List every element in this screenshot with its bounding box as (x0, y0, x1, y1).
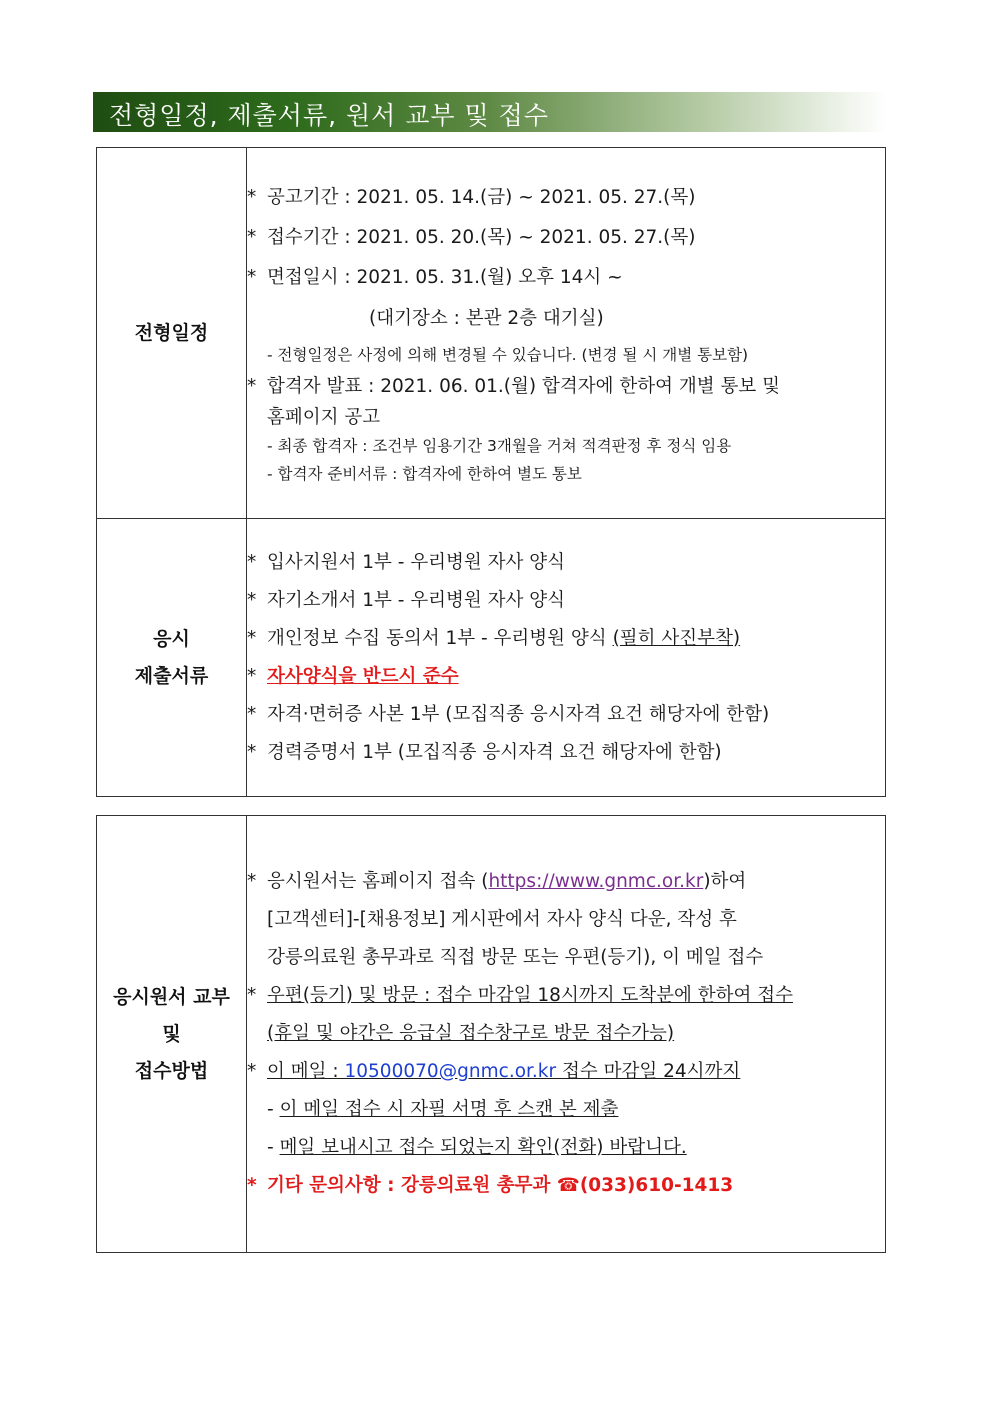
application-table (96, 815, 886, 1253)
list-item: * 우편(등기) 및 방문 : 접수 마감일 18시까지 도착분에 한하여 접수 (247, 985, 794, 1006)
sub-item: - 메일 보내시고 접수 되었는지 확인(전화) 바랍니다. (267, 1137, 687, 1158)
documents-content (247, 519, 886, 797)
list-item: * 자기소개서 1부 - 우리병원 자사 양식 (247, 589, 566, 611)
schedule-note: - 전형일정은 사정에 의해 변경될 수 있습니다. (변경 될 시 개별 통보함) (267, 346, 749, 364)
schedule-note: - 최종 합격자 : 조건부 임용기간 3개월을 거쳐 적격판정 후 정식 임용 (267, 437, 732, 455)
list-item: * 입사지원서 1부 - 우리병원 자사 양식 (247, 551, 566, 573)
page-title: 전형일정, 제출서류, 원서 교부 및 접수 (109, 101, 549, 130)
list-item: * 응시원서는 홈페이지 접속 (https://www.gnmc.or.kr)하여 (247, 871, 747, 892)
waiting-room: (대기장소 : 본관 2층 대기실) (369, 308, 604, 329)
application-label: 응시원서 교부 및 접수방법 (97, 816, 247, 1253)
sub-item: - 이 메일 접수 시 자필 서명 후 스캔 본 제출 (267, 1099, 619, 1120)
documents-table (96, 518, 886, 797)
schedule-label: 전형일정 (97, 148, 247, 519)
email-link[interactable]: 10500070@gnmc.or.kr (344, 1061, 557, 1082)
list-item-continuation: (휴일 및 야간은 응급실 접수창구로 방문 접수가능) (267, 1023, 675, 1044)
schedule-note: - 합격자 준비서류 : 합격자에 한하여 별도 통보 (267, 465, 582, 483)
list-item: * 이 메일 : 10500070@gnmc.or.kr 접수 마감일 24시까지 (247, 1061, 741, 1082)
schedule-content (247, 148, 886, 519)
announce-continuation: 홈페이지 공고 (267, 407, 381, 428)
list-item: * 경력증명서 1부 (모집직종 응시자격 요건 해당자에 한함) (247, 741, 722, 763)
contact-info: * 기타 문의사항 : 강릉의료원 총무과 ☎(033)610-1413 (247, 1175, 734, 1196)
application-content (247, 816, 886, 1253)
required-notice: 자사양식을 반드시 준수 (267, 665, 459, 687)
list-item-continuation: 강릉의료원 총무과로 직접 방문 또는 우편(등기), 이 메일 접수 (267, 947, 764, 968)
section-banner (93, 92, 886, 132)
documents-label: 응시 제출서류 (97, 519, 247, 797)
list-item: * 자사양식을 반드시 준수 (247, 665, 459, 687)
schedule-table (96, 147, 886, 519)
list-item: * 자격·면허증 사본 1부 (모집직종 응시자격 요건 해당자에 한함) (247, 703, 770, 725)
list-item-continuation: [고객센터]-[채용정보] 게시판에서 자사 양식 다운, 작성 후 (267, 909, 737, 930)
homepage-link[interactable]: https://www.gnmc.or.kr (488, 871, 704, 892)
list-item: * 합격자 발표 : 2021. 06. 01.(월) 합격자에 한하여 개별 통보 및 (247, 376, 780, 397)
list-item: * 면접일시 : 2021. 05. 31.(월) 오후 14시 ~ (247, 267, 623, 288)
list-item: * 접수기간 : 2021. 05. 20.(목) ~ 2021. 05. 27.(목) (247, 227, 696, 248)
list-item: * 개인정보 수집 동의서 1부 - 우리병원 양식 (필히 사진부착) (247, 627, 741, 649)
list-item: * 공고기간 : 2021. 05. 14.(금) ~ 2021. 05. 27.(목) (247, 187, 696, 208)
